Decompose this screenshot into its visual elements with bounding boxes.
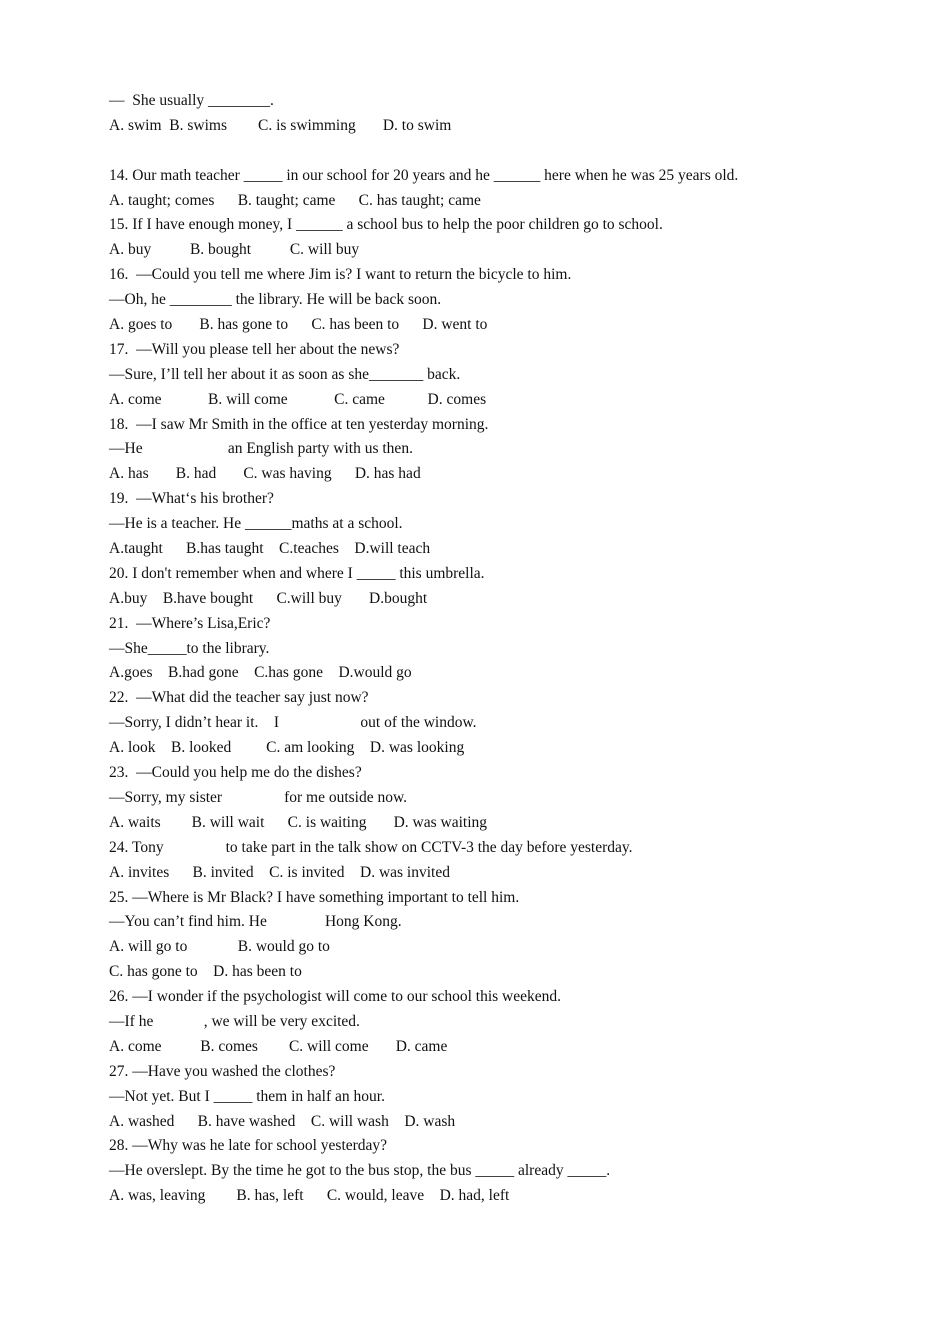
blank-line bbox=[109, 139, 909, 164]
question-17-reply: —Sure, I’ll tell her about it as soon as she_______ back. bbox=[109, 365, 461, 383]
question-27-options: A. washed B. have washed C. will wash D. wash bbox=[109, 1112, 456, 1130]
question-21-reply: —She_____to the library. bbox=[109, 639, 270, 657]
question-28-stem: 28. —Why was he late for school yesterday? bbox=[109, 1137, 388, 1155]
question-25-reply: —You can’t find him. He Hong Kong. bbox=[109, 913, 402, 931]
question-17-options: A. come B. will come C. came D. comes bbox=[109, 390, 487, 408]
question-25-options-cd: C. has gone to D. has been to bbox=[109, 963, 302, 981]
question-14-options: A. taught; comes B. taught; came C. has taught; came bbox=[109, 191, 481, 209]
question-18-stem: 18. —I saw Mr Smith in the office at ten yesterday morning. bbox=[109, 415, 489, 433]
question-21-options: A.goes B.had gone C.has gone D.would go bbox=[109, 664, 412, 682]
question-13-options: A. swim B. swims C. is swimming D. to swim bbox=[109, 116, 452, 134]
question-26-stem: 26. —I wonder if the psychologist will come to our school this weekend. bbox=[109, 988, 562, 1006]
question-13-answer-line: — She usually ________. bbox=[109, 92, 274, 109]
document-body bbox=[109, 89, 909, 1209]
question-15-options: A. buy B. bought C. will buy bbox=[109, 241, 360, 259]
question-27-stem: 27. —Have you washed the clothes? bbox=[109, 1062, 336, 1080]
question-28-reply: —He overslept. By the time he got to the bus stop, the bus _____ already _____. bbox=[109, 1162, 611, 1180]
question-25-options-ab: A. will go to B. would go to bbox=[109, 938, 330, 956]
question-28-options: A. was, leaving B. has, left C. would, leave D. had, left bbox=[109, 1187, 510, 1205]
question-16-reply: —Oh, he ________ the library. He will be back soon. bbox=[109, 291, 442, 309]
question-18-reply: —He an English party with us then. bbox=[109, 440, 413, 458]
question-19-reply: —He is a teacher. He ______maths at a school. bbox=[109, 515, 403, 533]
question-23-reply: —Sorry, my sister for me outside now. bbox=[109, 788, 408, 806]
question-15-stem: 15. If I have enough money, I ______ a school bus to help the poor children go to school. bbox=[109, 216, 663, 234]
question-22-reply: —Sorry, I didn’t hear it. I out of the window. bbox=[109, 714, 477, 732]
question-14-stem: 14. Our math teacher _____ in our school for 20 years and he ______ here when he was 25 years old. bbox=[109, 166, 739, 184]
question-18-options: A. has B. had C. was having D. has had bbox=[109, 465, 421, 483]
question-20-options: A.buy B.have bought C.will buy D.bought bbox=[109, 589, 428, 607]
question-22-stem: 22. —What did the teacher say just now? bbox=[109, 689, 369, 707]
question-22-options: A. look B. looked C. am looking D. was looking bbox=[109, 739, 465, 757]
question-23-options: A. waits B. will wait C. is waiting D. was waiting bbox=[109, 813, 488, 831]
question-16-options: A. goes to B. has gone to C. has been to D. went to bbox=[109, 316, 488, 334]
question-25-stem: 25. —Where is Mr Black? I have something important to tell him. bbox=[109, 888, 520, 906]
question-26-options: A. come B. comes C. will come D. came bbox=[109, 1037, 448, 1055]
question-26-reply: —If he , we will be very excited. bbox=[109, 1012, 360, 1030]
question-20-stem: 20. I don't remember when and where I _____ this umbrella. bbox=[109, 564, 485, 582]
question-16-stem: 16. —Could you tell me where Jim is? I want to return the bicycle to him. bbox=[109, 266, 572, 284]
question-17-stem: 17. —Will you please tell her about the news? bbox=[109, 340, 400, 358]
question-24-stem: 24. Tony to take part in the talk show on CCTV-3 the day before yesterday. bbox=[109, 838, 633, 856]
question-24-options: A. invites B. invited C. is invited D. was invited bbox=[109, 863, 450, 881]
question-19-options: A.taught B.has taught C.teaches D.will teach bbox=[109, 540, 431, 558]
question-27-reply: —Not yet. But I _____ them in half an hour. bbox=[109, 1087, 385, 1105]
question-19-stem: 19. —What‘s his brother? bbox=[109, 490, 274, 508]
question-21-stem: 21. —Where’s Lisa,Eric? bbox=[109, 614, 271, 632]
question-23-stem: 23. —Could you help me do the dishes? bbox=[109, 764, 362, 782]
